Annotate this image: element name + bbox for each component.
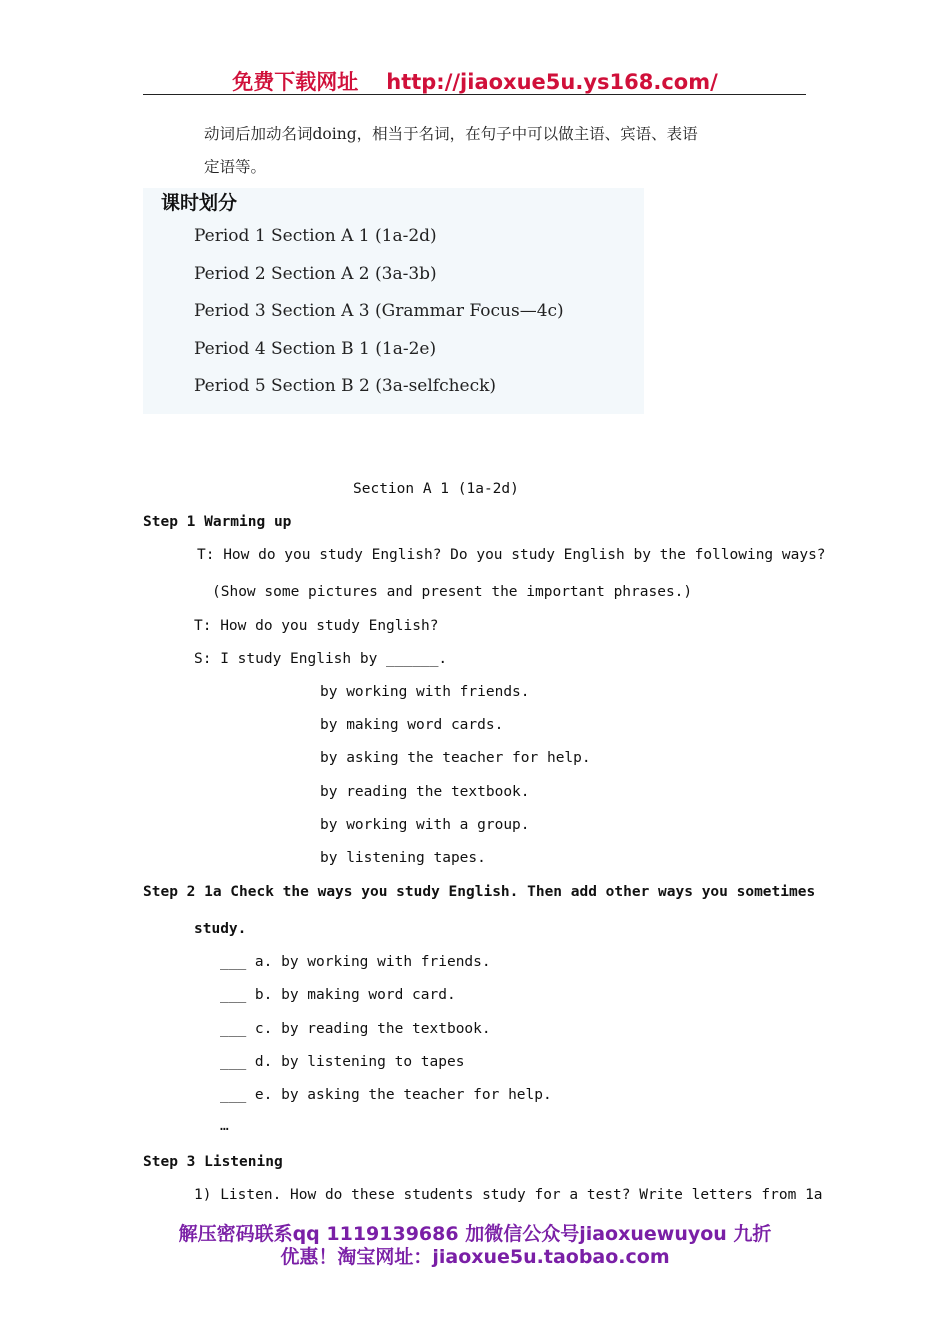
step1-way-4: by reading the textbook. (320, 784, 530, 800)
step2-option-d: ___ d. by listening to tapes (220, 1054, 465, 1070)
step2-option-b: ___ b. by making word card. (220, 987, 456, 1003)
step2-option-e: ___ e. by asking the teacher for help. (220, 1087, 552, 1103)
page-header (0, 66, 950, 96)
period-item-3: Period 3 Section A 3 (Grammar Focus—4c) (194, 301, 564, 321)
step1-way-1: by working with friends. (320, 684, 530, 700)
period-item-5: Period 5 Section B 2 (3a-selfcheck) (194, 376, 497, 396)
step3-line-1: 1) Listen. How do these students study for a test? Write letters from 1a (194, 1187, 823, 1203)
step2-option-c: ___ c. by reading the textbook. (220, 1021, 491, 1037)
step1-student-answer: S: I study English by ______. (194, 651, 448, 667)
step1-teacher-question: T: How do you study English? Do you study English by the following ways? (197, 547, 826, 563)
intro-line-2: 定语等。 (204, 158, 267, 176)
step1-teacher-question-2: T: How do you study English? (194, 618, 439, 634)
step1-way-6: by listening tapes. (320, 850, 486, 866)
footer-line-2: 优惠！淘宝网址：jiaoxue5u.taobao.com (280, 1246, 670, 1268)
intro-line-1: 动词后加动名词doing，相当于名词，在句子中可以做主语、宾语、表语 (204, 125, 698, 143)
header-rule (143, 94, 806, 95)
step1-note: (Show some pictures and present the important phrases.) (212, 584, 693, 600)
periods-box-title: 课时划分 (161, 192, 238, 214)
step2-heading-continued: study. (194, 921, 247, 937)
step2-ellipsis: … (220, 1118, 229, 1134)
step2-option-a: ___ a. by working with friends. (220, 954, 491, 970)
step1-way-5: by working with a group. (320, 817, 530, 833)
step1-heading: Step 1 Warming up (143, 514, 292, 530)
step1-way-3: by asking the teacher for help. (320, 750, 591, 766)
section-title: Section A 1 (1a-2d) (353, 481, 519, 497)
header-site-label: 免费下载网址 (232, 70, 359, 94)
period-item-4: Period 4 Section B 1 (1a-2e) (194, 339, 437, 359)
footer-line-1: 解压密码联系qq 1119139686 加微信公众号jiaoxuewuyou 九折 (178, 1223, 772, 1245)
step1-way-2: by making word cards. (320, 717, 504, 733)
period-item-2: Period 2 Section A 2 (3a-3b) (194, 264, 437, 284)
step2-heading: Step 2 1a Check the ways you study English. Then add other ways you sometimes (143, 884, 816, 900)
step3-heading: Step 3 Listening (143, 1154, 283, 1170)
header-url[interactable]: http://jiaoxue5u.ys168.com/ (386, 70, 718, 94)
period-item-1: Period 1 Section A 1 (1a-2d) (194, 226, 437, 246)
